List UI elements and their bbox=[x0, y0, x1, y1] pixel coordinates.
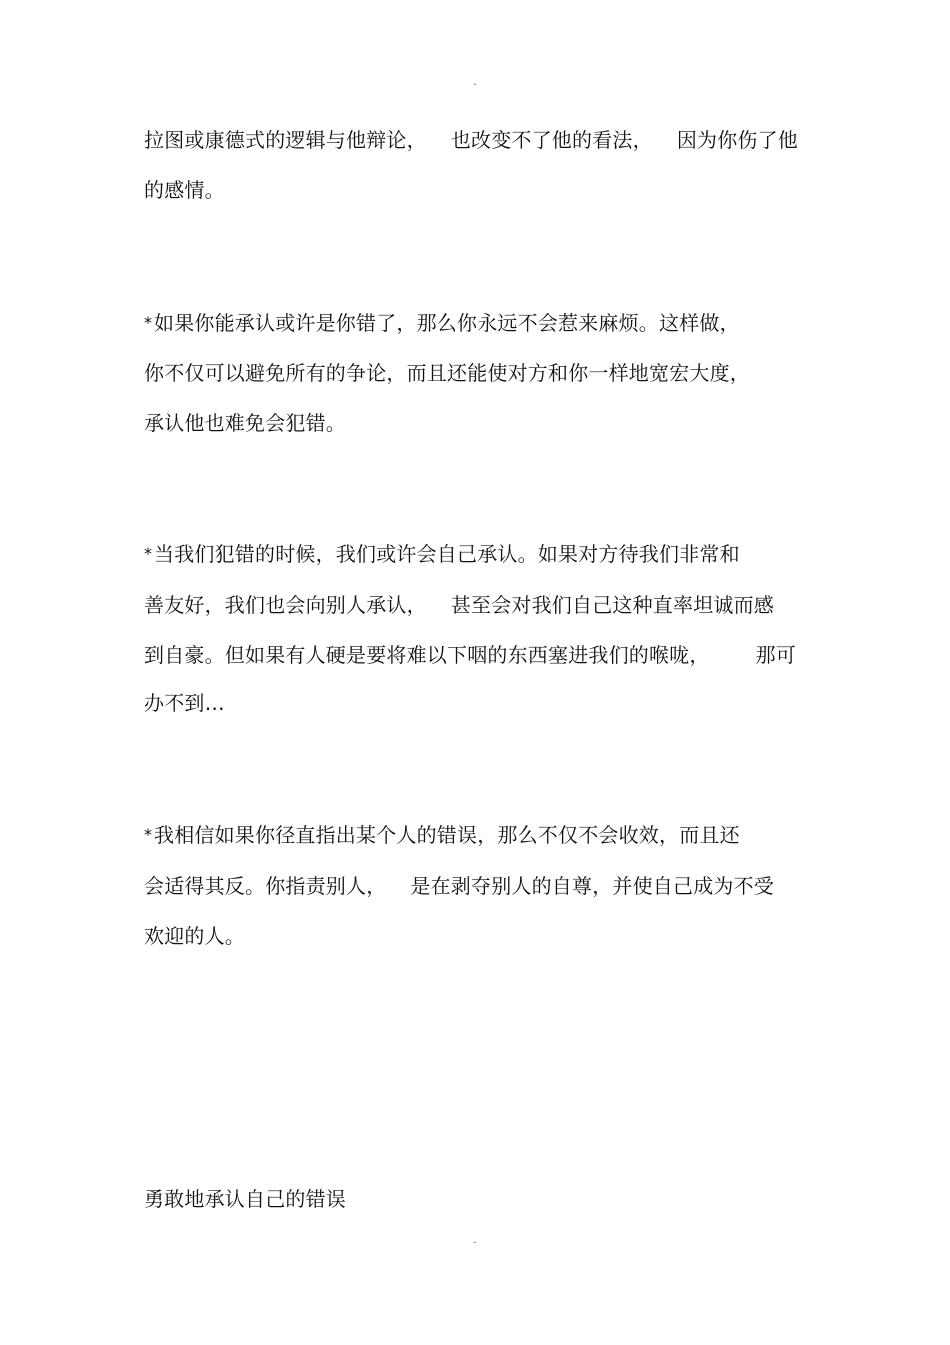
text-segment: 到自豪。但如果有人硬是要将难以下咽的东西塞进我们的喉咙， bbox=[144, 643, 710, 667]
page-top-marker: . bbox=[473, 77, 477, 88]
text-segment: 善友好，我们也会向别人承认， bbox=[144, 593, 427, 617]
text-segment: 因为你伤了他 bbox=[676, 128, 799, 152]
text-segment: 会适得其反。你指责别人， bbox=[144, 874, 387, 898]
paragraph-1-line-2: 的感情。 bbox=[144, 178, 225, 202]
paragraph-3-line-4: 办不到… bbox=[144, 691, 225, 715]
paragraph-4-line-1 bbox=[144, 820, 740, 850]
text-segment: 如果你能承认或许是你错了，那么你永远不会惹来麻烦。这样做， bbox=[154, 311, 740, 335]
text-segment: 也改变不了他的看法， bbox=[450, 128, 653, 152]
paragraph-4-line-3: 欢迎的人。 bbox=[144, 924, 245, 948]
paragraph-3-line-3 bbox=[144, 640, 796, 670]
paragraph-2-line-1 bbox=[144, 308, 740, 338]
text-segment: 拉图或康德式的逻辑与他辩论， bbox=[144, 128, 427, 152]
bullet-asterisk: * bbox=[144, 825, 153, 844]
bullet-asterisk: * bbox=[144, 313, 153, 332]
text-segment: 当我们犯错的时候，我们或许会自己承认。如果对方待我们非常和 bbox=[154, 542, 740, 566]
bullet-asterisk: * bbox=[144, 544, 153, 563]
paragraph-4-line-2 bbox=[144, 871, 774, 901]
page-bottom-marker: . bbox=[473, 1235, 477, 1246]
section-heading: 勇敢地承认自己的错误 bbox=[144, 1187, 346, 1211]
paragraph-3-line-1 bbox=[144, 539, 740, 569]
paragraph-3-line-2 bbox=[144, 590, 774, 620]
paragraph-2-line-3: 承认他也难免会犯错。 bbox=[144, 411, 346, 435]
text-segment: 我相信如果你径直指出某个人的错误，那么不仅不会收效，而且还 bbox=[154, 823, 740, 847]
paragraph-1-line-1 bbox=[144, 125, 798, 155]
text-segment: 是在剥夺别人的自尊，并使自己成为不受 bbox=[410, 874, 775, 898]
paragraph-2-line-2: 你不仅可以避免所有的争论，而且还能使对方和你一样地宽宏大度， bbox=[144, 361, 750, 385]
text-segment: 甚至会对我们自己这种直率坦诚而感 bbox=[450, 593, 775, 617]
text-segment: 那可 bbox=[755, 643, 797, 667]
